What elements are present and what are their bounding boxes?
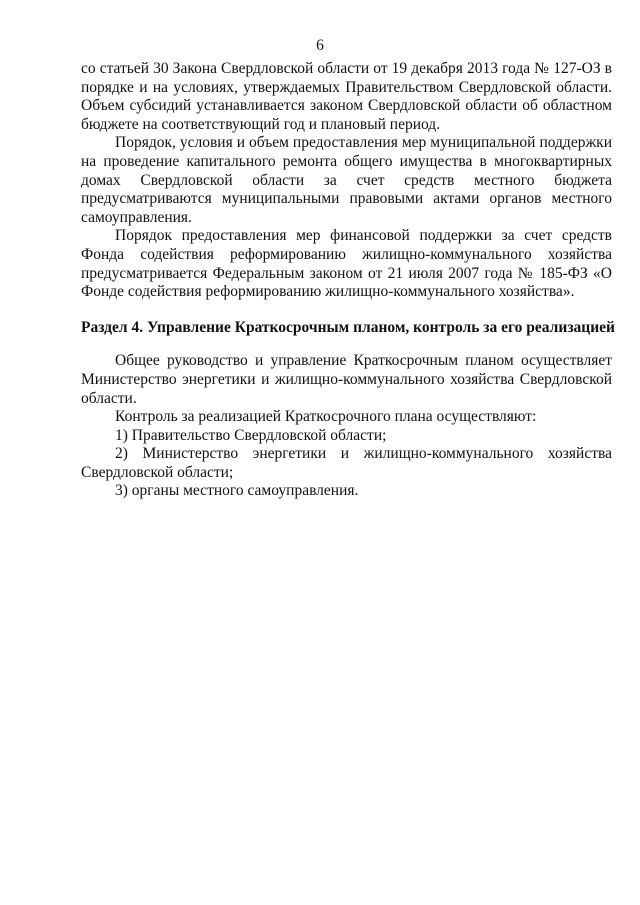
section-heading: Раздел 4. Управление Краткосрочным планом, контроль за его реализацией xyxy=(81,318,615,336)
paragraph-municipal-support: Порядок, условия и объем предоставления мер муниципальной поддержки на проведение капитального ремонта общего имущества в многоквартирных домах Свердловской области за счет средств местного бюджета предусматриваются муниципальными правовыми актами органов местного самоуправления. xyxy=(81,134,612,226)
page-number: 6 xyxy=(316,37,324,54)
paragraph-management: Общее руководство и управление Краткосрочным планом осуществляет Министерство энергетики и жилищно-коммунального хозяйства Свердловской области. xyxy=(81,352,612,407)
paragraph-fund-support: Порядок предоставления мер финансовой поддержки за счет средств Фонда содействия реформированию жилищно-коммунального хозяйства предусматривается Федеральным законом от 21 июля 2007 года № 185-ФЗ «О Фонде содействия реформированию жилищно-коммунального хозяйства». xyxy=(81,227,612,301)
paragraph-continuation: со статьей 30 Закона Свердловской области от 19 декабря 2013 года № 127-ОЗ в порядке и на условиях, утверждаемых Правительством Свердловской области. Объем субсидий устанавливается законом Свердловской области об областном бюджете на соответствующий год и плановый период. xyxy=(81,60,612,133)
list-item: 3) органы местного самоуправления. xyxy=(115,482,359,500)
list-item: 2) Министерство энергетики и жилищно-коммунального хозяйства Свердловской области; xyxy=(81,445,612,481)
list-item: 1) Правительство Свердловской области; xyxy=(115,426,387,444)
document-body xyxy=(81,60,615,501)
paragraph-control-intro: Контроль за реализацией Краткосрочного плана осуществляют: xyxy=(115,408,537,426)
